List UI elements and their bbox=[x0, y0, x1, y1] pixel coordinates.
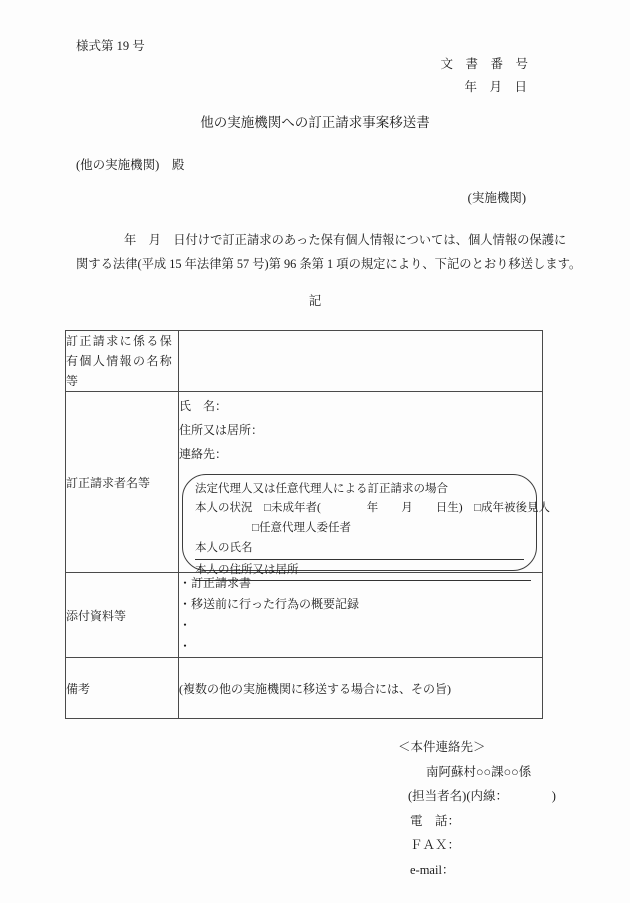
information-name-label: 訂正請求に係る保有個人情報の名称等 bbox=[66, 331, 179, 392]
person-address-field: 本人の住所又は居所 bbox=[195, 561, 531, 582]
form-number: 様式第 19 号 bbox=[76, 39, 145, 53]
person-status-line2: □任意代理人委任者 bbox=[252, 521, 351, 534]
attachment-item: ・移送前に行った行為の概要記録 bbox=[179, 597, 360, 611]
attachment-item: ・ bbox=[179, 618, 192, 632]
information-name-value-cell bbox=[179, 331, 543, 392]
attachment-item: ・訂正請求書 bbox=[179, 576, 252, 590]
body-paragraph bbox=[76, 229, 582, 276]
document-title: 他の実施機関への訂正請求事案移送書 bbox=[200, 115, 430, 130]
requester-label: 訂正請求者名等 bbox=[66, 392, 179, 573]
remarks-value: (複数の他の実施機関に移送する場合には、その旨) bbox=[179, 658, 543, 719]
record-marker: 記 bbox=[308, 294, 322, 308]
row-attachments bbox=[66, 573, 543, 658]
issuer: (実施機関) bbox=[467, 191, 526, 205]
transfer-table bbox=[65, 330, 551, 719]
person-status-line: 本人の状況 □未成年者( 年 月 日生) □成年被後見人 bbox=[195, 502, 551, 514]
agent-box bbox=[182, 474, 551, 576]
contact-heading: ＜本件連絡先＞ bbox=[398, 740, 486, 754]
requester-name-line: 氏 名： bbox=[179, 398, 228, 413]
requester-value-cell bbox=[179, 392, 551, 576]
attachments-value-cell bbox=[179, 573, 543, 658]
attachments-label: 添付資料等 bbox=[66, 573, 179, 658]
row-requester bbox=[66, 392, 543, 573]
body-paragraph-line2: 関する法律(平成 15 年法律第 57 号)第 96 条第 1 項の規定により、下記のとおり移送します。 bbox=[76, 256, 582, 271]
date-line: 年 月 日 bbox=[464, 80, 527, 94]
contact-fax: ＦＡＸ： bbox=[410, 838, 461, 853]
attachment-item: ・ bbox=[179, 639, 192, 653]
body-paragraph-line1: 年 月 日付けで訂正請求のあった保有個人情報については、個人情報の保護に bbox=[124, 233, 567, 247]
person-name-field: 本人の氏名 bbox=[195, 539, 524, 560]
requester-contact-line: 連絡先： bbox=[179, 446, 228, 461]
addressee: (他の実施機関) 殿 bbox=[76, 158, 185, 172]
contact-org: 南阿蘇村○○課○○係 bbox=[426, 764, 532, 779]
contact-block bbox=[398, 735, 556, 883]
contact-person: (担当者名)(内線： ) bbox=[408, 789, 556, 804]
document-number-label: 文 書 番 号 bbox=[440, 57, 528, 71]
contact-email: e-mail： bbox=[410, 862, 455, 877]
contact-tel: 電 話： bbox=[410, 813, 461, 828]
remarks-label: 備考 bbox=[66, 658, 179, 719]
row-information-name bbox=[66, 331, 543, 392]
row-remarks bbox=[66, 658, 543, 719]
agent-box-title: 法定代理人又は任意代理人による訂正請求の場合 bbox=[195, 482, 448, 495]
requester-address-line: 住所又は居所： bbox=[179, 422, 264, 437]
